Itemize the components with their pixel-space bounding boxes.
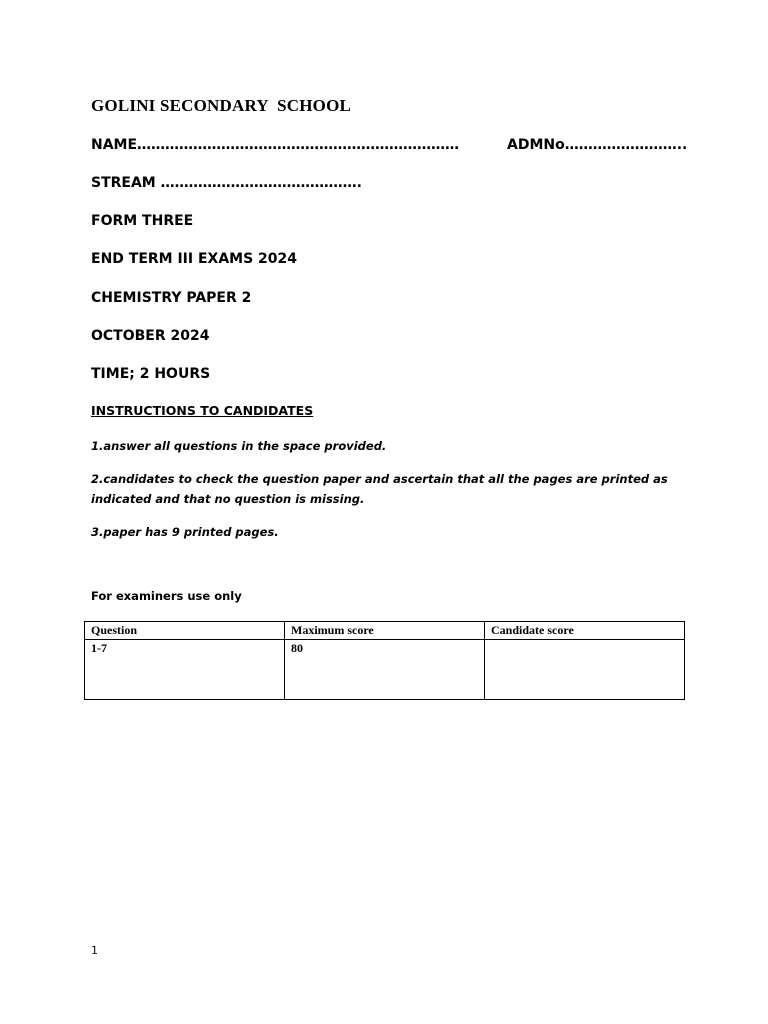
table-header-row [85, 622, 685, 640]
page-number: 1 [91, 944, 98, 957]
candidate-score-cell[interactable] [485, 640, 685, 700]
examiners-use-label: For examiners use only [91, 589, 242, 603]
column-header-question: Question [85, 622, 285, 640]
question-range-cell: 1-7 [85, 640, 285, 700]
score-table [84, 621, 685, 700]
maximum-score-cell: 80 [285, 640, 485, 700]
form-level: FORM THREE [91, 213, 194, 229]
instruction-item: 2.candidates to check the question paper and ascertain that all the pages are printed as indicated and that no question is missing. [91, 472, 668, 506]
column-header-candidate-score: Candidate score [485, 622, 685, 640]
exam-title: END TERM III EXAMS 2024 [91, 251, 298, 267]
paper-title: CHEMISTRY PAPER 2 [91, 290, 252, 306]
school-name: GOLINI SECONDARY SCHOOL [91, 96, 352, 115]
column-header-maximum-score: Maximum score [285, 622, 485, 640]
name-field: NAME…………………………………………………………… [91, 137, 460, 153]
exam-duration: TIME; 2 HOURS [91, 366, 211, 382]
instruction-item: 1.answer all questions in the space provided. [91, 439, 387, 453]
instruction-item: 3.paper has 9 printed pages. [91, 525, 279, 539]
table-row [85, 640, 685, 700]
exam-date: OCTOBER 2024 [91, 328, 210, 344]
admission-number-field: ADMNo…………………….. [507, 137, 688, 153]
stream-field: STREAM ……………………………………. [91, 175, 362, 191]
instructions-heading: INSTRUCTIONS TO CANDIDATES [91, 403, 314, 418]
